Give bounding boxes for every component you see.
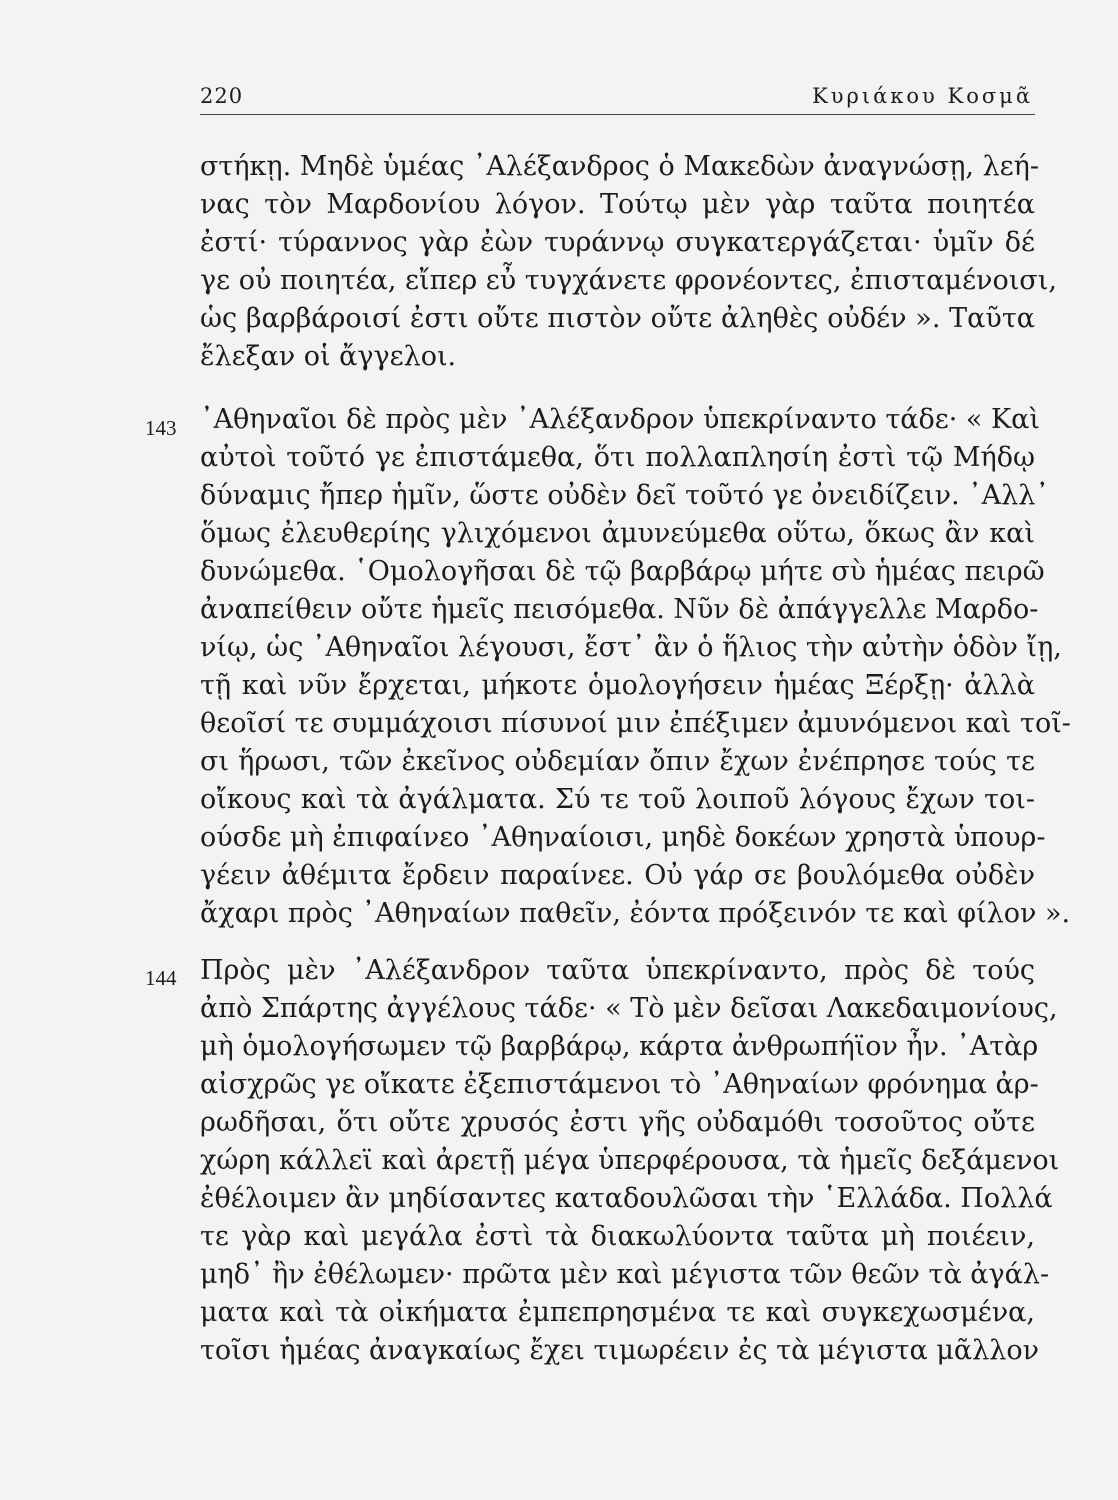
text-line: οἴκους καὶ τὰ ἀγάλματα. Σύ τε τοῦ λοιποῦ λόγους ἔχων τοι- <box>200 784 1035 815</box>
text-line: ρωδῆσαι, ὅτι οὔτε χρυσός ἐστι γῆς οὐδαμόθι τοσοῦτος οὔτε <box>200 1107 1035 1138</box>
text-line: σι ἥρωσι, τῶν ἐκεῖνος οὐδεμίαν ὄπιν ἔχων ἐνέπρησε τούς τε <box>200 746 1035 777</box>
text-line: ἄχαρι πρὸς ᾿Αθηναίων παθεῖν, ἐόντα πρόξεινόν τε καὶ φίλον ». <box>200 898 1071 929</box>
section-number-144: 144 <box>145 966 177 990</box>
text-line: δύναμις ἤπερ ἡμῖν, ὥστε οὐδὲν δεῖ τοῦτό γε ὀνειδίζειν. ᾿Αλλ᾿ <box>200 480 1049 511</box>
text-line: ούσδε μὴ ἐπιφαίνεο ᾿Αθηναίοισι, μηδὲ δοκέων χρηστὰ ὑπουρ- <box>200 822 1046 853</box>
text-line: Πρὸς μὲν ᾿Αλέξανδρον ταῦτα ὑπεκρίναντο, πρὸς δὲ τούς <box>200 955 1035 986</box>
text-line: δυνώμεθα. ῾Ομολογῆσαι δὲ τῷ βαρβάρῳ μήτε σὺ ἡμέας πειρῶ <box>200 556 1045 587</box>
text-line: νας τὸν Μαρδονίου λόγον. Τούτῳ μὲν γὰρ ταῦτα ποιητέα <box>200 189 1035 220</box>
running-head: Κυριάκου Κοσμᾶ <box>812 84 1033 108</box>
text-line: ᾿Αθηναῖοι δὲ πρὸς μὲν ᾿Αλέξανδρον ὑπεκρίναντο τάδε· « Καὶ <box>200 404 1041 435</box>
page-number: 220 <box>200 84 244 108</box>
text-line: ἀναπείθειν οὔτε ἡμεῖς πεισόμεθα. Νῦν δὲ ἀπάγγελλε Μαρδο- <box>200 594 1039 625</box>
text-line: θεοῖσί τε συμμάχοισι πίσυνοί μιν ἐπέξιμεν ἀμυνόμενοι καὶ τοῖ- <box>200 708 1071 739</box>
text-line: ἐθέλοιμεν ἂν μηδίσαντες καταδουλῶσαι τὴν ῾Ελλάδα. Πολλά <box>200 1183 1053 1214</box>
text-line: ἐστί· τύραννος γὰρ ἐὼν τυράννῳ συγκατεργάζεται· ὑμῖν δέ <box>200 227 1035 258</box>
text-line: ὡς βαρβάροισί ἐστι οὔτε πιστὸν οὔτε ἀληθὲς οὐδέν ». Ταῦτα <box>200 303 1035 334</box>
text-line: τῇ καὶ νῦν ἔρχεται, μήκοτε ὁμολογήσειν ἡμέας Ξέρξῃ· ἀλλὰ <box>200 670 1035 701</box>
text-line: αἰσχρῶς γε οἴκατε ἐξεπιστάμενοι τὸ ᾿Αθηναίων φρόνημα ἀρ- <box>200 1069 1039 1100</box>
text-line: μὴ ὁμολογήσωμεν τῷ βαρβάρῳ, κάρτα ἀνθρωπήϊον ἦν. ᾿Ατὰρ <box>200 1031 1039 1062</box>
text-line: μηδ᾿ ἢν ἐθέλωμεν· πρῶτα μὲν καὶ μέγιστα τῶν θεῶν τὰ ἀγάλ- <box>200 1259 1050 1290</box>
text-line: ματα καὶ τὰ οἰκήματα ἐμπεπρησμένα τε καὶ συγκεχωσμένα, <box>200 1297 1035 1328</box>
text-line: ἀπὸ Σπάρτης ἀγγέλους τάδε· « Τὸ μὲν δεῖσαι Λακεδαιμονίους, <box>200 993 1058 1024</box>
text-line: ὅμως ἐλευθερίης γλιχόμενοι ἀμυνεύμεθα οὕτω, ὅκως ἂν καὶ <box>200 518 1035 549</box>
text-line: τε γὰρ καὶ μεγάλα ἐστὶ τὰ διακωλύοντα ταῦτα μὴ ποιέειν, <box>200 1221 1035 1252</box>
text-line: ἔλεξαν οἱ ἄγγελοι. <box>200 341 457 372</box>
text-line: νίῳ, ὡς ᾿Αθηναῖοι λέγουσι, ἔστ᾿ ἂν ὁ ἥλιος τὴν αὐτὴν ὁδὸν ἴῃ, <box>200 632 1062 663</box>
text-line: γε οὐ ποιητέα, εἴπερ εὖ τυγχάνετε φρονέοντες, ἐπισταμένοισι, <box>200 265 1057 296</box>
text-line: αὐτοὶ τοῦτό γε ἐπιστάμεθα, ὅτι πολλαπλησίη ἐστὶ τῷ Μήδῳ <box>200 442 1035 473</box>
text-line: τοῖσι ἡμέας ἀναγκαίως ἔχει τιμωρέειν ἐς τὰ μέγιστα μᾶλλον <box>200 1335 1040 1366</box>
text-line: γέειν ἀθέμιτα ἔρδειν παραίνεε. Οὐ γάρ σε βουλόμεθα οὐδὲν <box>200 860 1035 891</box>
text-line: χώρη κάλλεϊ καὶ ἀρετῇ μέγα ὑπερφέρουσα, τὰ ἡμεῖς δεξάμενοι <box>200 1145 1060 1176</box>
page-header <box>200 84 1035 115</box>
text-line: στήκῃ. Μηδὲ ὑμέας ᾿Αλέξανδρος ὁ Μακεδὼν ἀναγνώσῃ, λεή- <box>200 151 1039 182</box>
section-number-143: 143 <box>145 416 177 440</box>
